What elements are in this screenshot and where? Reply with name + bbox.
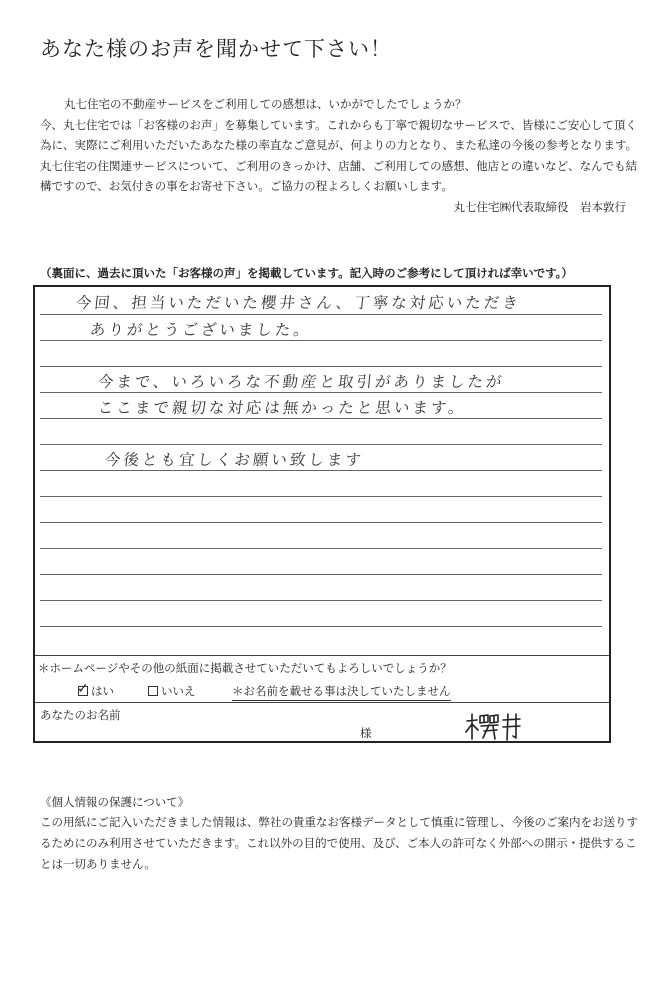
checkbox-no[interactable] bbox=[148, 686, 158, 696]
ruled-line bbox=[40, 444, 602, 445]
ruled-line bbox=[40, 340, 602, 341]
consent-no-option[interactable] bbox=[148, 683, 196, 699]
intro-paragraph-1: 丸七住宅の不動産サービスをご利用しての感想は、いかがでしたでしょうか？ bbox=[64, 97, 467, 111]
handwritten-line-1: 今回、担当いただいた櫻井さん、丁寧な対応いただき bbox=[74, 294, 522, 312]
representative-signature: 丸七住宅㈱代表取締役 岩本敦行 bbox=[453, 200, 626, 214]
ruled-line bbox=[40, 496, 602, 497]
name-warning: ＊お名前を載せる事は決していたしません bbox=[232, 683, 451, 701]
intro-text bbox=[40, 94, 640, 197]
consent-yes-option[interactable] bbox=[78, 683, 114, 699]
page-title: あなた様のお声を聞かせて下さい！ bbox=[40, 37, 392, 61]
ruled-line bbox=[40, 548, 602, 549]
handwritten-line-5: 今後とも宜しくお願い致します bbox=[103, 451, 365, 469]
privacy-title: 《個人情報の保護について》 bbox=[40, 795, 190, 809]
consent-yes-label: はい bbox=[91, 684, 114, 698]
ruled-line bbox=[40, 392, 602, 393]
handwritten-line-3: 今まで、いろいろな不動産と取引がありましたが bbox=[96, 373, 506, 391]
ruled-line bbox=[40, 314, 602, 315]
ruled-line bbox=[40, 574, 602, 575]
intro-paragraph-2: 今、丸七住宅では「お客様のお声」を募集しています。これからも丁寧で親切なサービスで、皆様にご安心して頂く為に、実際にご利用いただいたあなた様の率直なご意見が、何よりの力となり、また私達の今後の参考となります。丸七住宅の住関連サービスについて、ご利用のきっかけ、店舗、ご利用しての感想、他店との違いなど、なんでも結構ですので、お気付きの事をお寄せ下さい。ご協力の程よろしくお願いします。 bbox=[40, 117, 638, 193]
box-note: （裏面に、過去に頂いた「お客様の声」を掲載しています。記入時のご参考にして頂ければ幸いです。） bbox=[40, 266, 573, 280]
name-divider bbox=[35, 702, 609, 703]
name-label: あなたのお名前 bbox=[40, 708, 121, 722]
name-suffix: 様 bbox=[360, 726, 372, 740]
checkbox-yes[interactable] bbox=[77, 681, 89, 697]
consent-question: ＊ホームページやその他の紙面に掲載させていただいてもよろしいでしょうか？ bbox=[38, 661, 452, 675]
privacy-body: この用紙にご記入いただきました情報は、弊社の貴重なお客様データとして慎重に管理し、今後のご案内をお送りするためにのみ利用させていただきます。これ以外の目的で使用、及び、ご本人の許可なく外部への開示・提供することは一切ありません。 bbox=[40, 815, 638, 871]
ruled-line bbox=[40, 418, 602, 419]
consent-divider bbox=[35, 655, 609, 656]
handwritten-line-2: ありがとうございました。 bbox=[88, 321, 313, 339]
handwritten-signature bbox=[463, 712, 525, 742]
ruled-line bbox=[40, 626, 602, 627]
check-mark-icon: ✓ bbox=[77, 681, 89, 697]
handwritten-line-4: ここまで親切な対応は無かったと思います。 bbox=[96, 399, 468, 417]
ruled-line bbox=[40, 366, 602, 367]
ruled-line bbox=[40, 522, 602, 523]
consent-no-label: いいえ bbox=[161, 684, 196, 698]
ruled-line bbox=[40, 600, 602, 601]
ruled-line bbox=[40, 470, 602, 471]
